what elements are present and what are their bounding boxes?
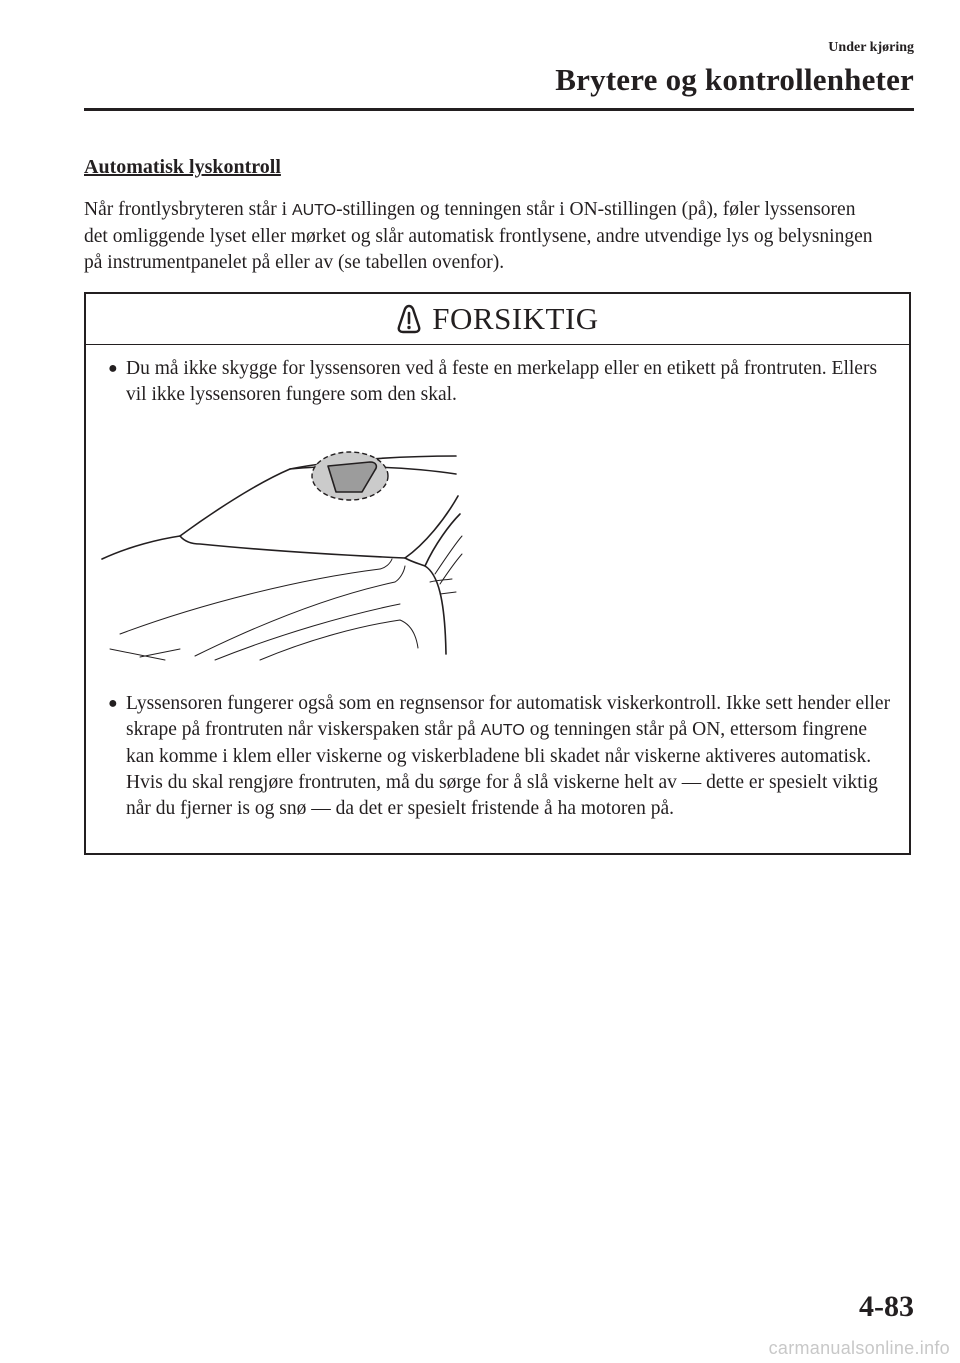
windshield-light-sensor-illustration <box>100 434 470 664</box>
intro-text-part2: -stillingen og tenningen står i ON-stillingen (på), føler lyssensoren det omliggende lyset eller mørket og slår automatisk frontlysene, andre utvendige lys og belysningen på instrumentpanelet på eller av (se tabellen ovenfor). <box>84 199 873 273</box>
bullet-text: Du må ikke skygge for lyssensoren ved å feste en merkelapp eller en etikett på frontruten. Ellers vil ikke lyssensoren fungere som den skal. <box>126 358 878 405</box>
page-number: 4-83 <box>859 1290 914 1323</box>
section-heading: Automatisk lyskontroll <box>84 156 281 178</box>
bullet-dot: ● <box>108 695 118 712</box>
warning-triangle-icon <box>396 304 422 334</box>
caution-bullet <box>108 691 898 822</box>
caution-bullet <box>108 356 898 408</box>
bullet-text-part2: og tenningen står på ON, ettersom fingrene kan komme i klem eller viskerne og viskerbladene bli skadet når viskerne aktiveres automatisk. Hvis du skal rengjøre frontruten, må du sørge for å slå viskerne helt av — dette er spesielt viktig når du fjerner is og snø — da det er spesielt fristende å ha motoren på. <box>126 719 878 819</box>
bullet-dot: ● <box>108 360 118 377</box>
caution-box <box>84 292 911 855</box>
auto-label: AUTO <box>291 202 337 219</box>
running-header-section: Under kjøring <box>828 40 914 55</box>
intro-text-part1: Når frontlysbryteren står i <box>84 199 292 220</box>
watermark: carmanualsonline.info <box>768 1338 950 1358</box>
auto-label: AUTO <box>480 722 525 739</box>
running-header-title: Brytere og kontrollenheter <box>555 62 914 97</box>
intro-paragraph <box>84 197 884 276</box>
caution-title: FORSIKTIG <box>432 301 599 336</box>
header-divider <box>84 108 914 111</box>
caution-header <box>86 294 909 345</box>
bullet-text-part1: Lyssensoren fungerer også som en regnsensor for automatisk viskerkontroll. Ikke sett hender eller skrape på frontruten når viskerspaken står på <box>126 693 891 740</box>
